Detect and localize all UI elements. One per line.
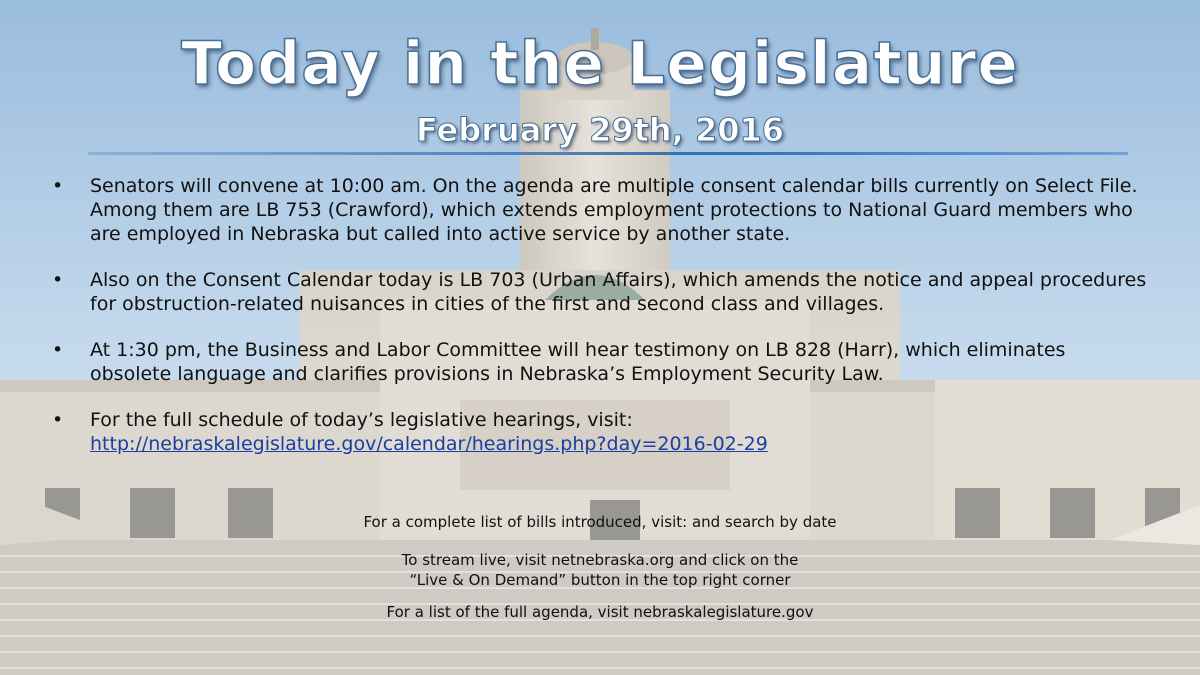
bullet-item bbox=[50, 268, 1150, 316]
stream-note-line2: “Live & On Demand” button in the top right corner bbox=[409, 571, 791, 589]
bullet-text: For the full schedule of today’s legislative hearings, visit: bbox=[90, 409, 633, 431]
bullet-marker: • bbox=[52, 175, 64, 197]
hearings-schedule-link[interactable]: http://nebraskalegislature.gov/calendar/hearings.php?day=2016-02-29 bbox=[90, 433, 768, 455]
bullet-text: Also on the Consent Calendar today is LB 703 (Urban Affairs), which amends the notice and appeal procedures for obstruction-related nuisances in cities of the first and second class and villages. bbox=[90, 269, 1147, 315]
stream-note-line1: To stream live, visit netnebraska.org and click on the bbox=[401, 551, 799, 569]
slide-date: February 29th, 2016 bbox=[415, 111, 785, 149]
bullet-text: Senators will convene at 10:00 am. On the agenda are multiple consent calendar bills currently on Select File. Among them are LB 753 (Crawford), which extends employment protections to National Guard members who are employed in Nebraska but called into active service by another state. bbox=[90, 175, 1138, 245]
bullet-marker: • bbox=[52, 339, 64, 361]
bullet-item bbox=[50, 174, 1150, 246]
title-divider bbox=[88, 152, 1128, 155]
slide-title: Today in the Legislature bbox=[181, 29, 1019, 99]
agenda-bullet-list bbox=[50, 174, 1150, 478]
footer-notes bbox=[0, 512, 1200, 622]
bullet-marker: • bbox=[52, 409, 64, 431]
bullet-marker: • bbox=[52, 269, 64, 291]
bullet-item bbox=[50, 338, 1150, 386]
bills-note: For a complete list of bills introduced, visit: and search by date bbox=[363, 513, 837, 531]
bullet-text: At 1:30 pm, the Business and Labor Committee will hear testimony on LB 828 (Harr), which eliminates obsolete language and clarifies provisions in Nebraska’s Employment Security Law. bbox=[90, 339, 1066, 385]
agenda-note: For a list of the full agenda, visit nebraskalegislature.gov bbox=[386, 603, 814, 621]
bullet-item bbox=[50, 408, 1150, 456]
